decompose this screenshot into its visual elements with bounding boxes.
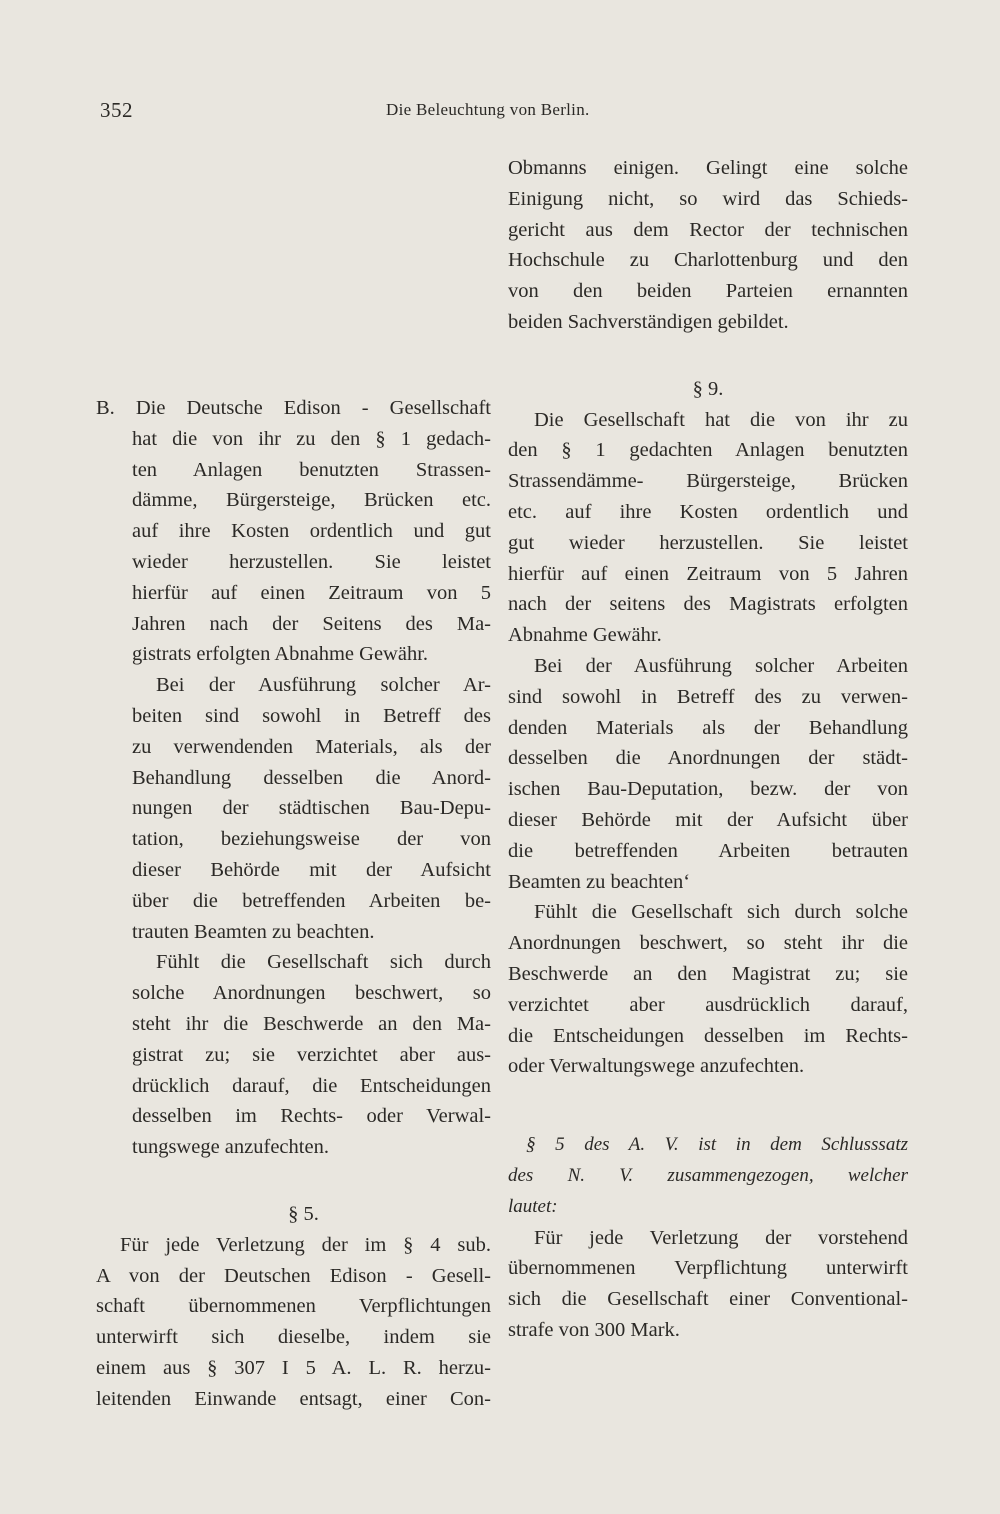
text-line: oder Verwaltungswege anzufechten. bbox=[508, 1055, 805, 1078]
section-9 bbox=[508, 374, 908, 1082]
editorial-note bbox=[508, 1130, 908, 1346]
running-header: Die Beleuchtung von Berlin. bbox=[386, 100, 590, 119]
text-line: sich die Gesellschaft einer Conventional- bbox=[508, 1288, 908, 1311]
italic-note-line: lautet: bbox=[508, 1195, 558, 1217]
text-line: Jahren nach der Seitens des Ma- bbox=[132, 612, 491, 635]
text-line: leitenden Einwande entsagt, einer Con- bbox=[96, 1387, 491, 1410]
text-line: dieser Behörde mit der Aufsicht bbox=[132, 858, 491, 881]
text-line: beiden Sachverständigen gebildet. bbox=[508, 310, 789, 333]
text-line: Abnahme Gewähr. bbox=[508, 624, 662, 647]
text-line: hierfür auf einen Zeitraum von 5 Jahren bbox=[508, 562, 908, 585]
text-line: verzichtet aber ausdrücklich darauf, bbox=[508, 993, 908, 1016]
text-line: trauten Beamten zu beachten. bbox=[132, 920, 375, 943]
paragraph-continued bbox=[508, 153, 908, 338]
text-line: steht ihr die Beschwerde an den Ma- bbox=[132, 1012, 491, 1035]
text-line: Fühlt die Gesellschaft sich durch bbox=[156, 951, 491, 974]
text-line: etc. auf ihre Kosten ordentlich und bbox=[508, 500, 908, 523]
text-line: Bei der Ausführung solcher Ar- bbox=[156, 674, 491, 697]
text-line: gistrats erfolgten Abnahme Gewähr. bbox=[132, 643, 429, 666]
text-line: schaft übernommenen Verpflichtungen bbox=[96, 1295, 491, 1318]
text-line: gut wieder herzustellen. Sie leistet bbox=[508, 531, 908, 554]
text-line: Für jede Verletzung der im § 4 sub. bbox=[120, 1233, 491, 1256]
italic-note-line: § 5 des A. V. ist in dem Schlusssatz bbox=[526, 1134, 908, 1156]
text-line: dämme, Bürgersteige, Brücken etc. bbox=[132, 489, 491, 512]
text-line: gistrat zu; sie verzichtet aber aus- bbox=[132, 1043, 491, 1066]
text-line: Einigung nicht, so wird das Schieds- bbox=[508, 187, 908, 210]
section-5 bbox=[96, 1199, 491, 1415]
text-line: solche Anordnungen beschwert, so bbox=[132, 982, 491, 1005]
italic-note-line: des N. V. zusammengezogen, welcher bbox=[508, 1164, 908, 1186]
text-line: denden Materials als der Behandlung bbox=[508, 716, 908, 739]
text-line: Fühlt die Gesellschaft sich durch solche bbox=[534, 901, 908, 924]
text-line: Bei der Ausführung solcher Arbeiten bbox=[534, 654, 908, 677]
text-line: Beschwerde an den Magistrat zu; sie bbox=[508, 962, 908, 985]
text-line: nungen der städtischen Bau-Depu- bbox=[132, 797, 491, 820]
text-line: beiten sind sowohl in Betreff des bbox=[132, 704, 491, 727]
right-column bbox=[508, 153, 908, 1346]
text-line: von den beiden Parteien ernannten bbox=[508, 280, 908, 303]
text-line: den § 1 gedachten Anlagen benutzten bbox=[508, 439, 908, 462]
text-line: über die betreffenden Arbeiten be- bbox=[132, 889, 491, 912]
text-line: Strassendämme- Bürgersteige, Brücken bbox=[508, 470, 908, 493]
text-line: hat die von ihr zu den § 1 gedach- bbox=[132, 427, 491, 450]
text-line: desselben im Rechts- oder Verwal- bbox=[132, 1105, 491, 1128]
text-line: ischen Bau-Deputation, bezw. der von bbox=[508, 778, 908, 801]
text-line: dieser Behörde mit der Aufsicht über bbox=[508, 808, 908, 831]
text-line: auf ihre Kosten ordentlich und gut bbox=[132, 520, 491, 543]
page-number: 352 bbox=[100, 98, 133, 122]
text-line: sind sowohl in Betreff des zu verwen- bbox=[508, 685, 908, 708]
text-line: einem aus § 307 I 5 A. L. R. herzu- bbox=[96, 1356, 491, 1379]
text-line: B. Die Deutsche Edison - Gesellschaft bbox=[96, 397, 491, 419]
text-line: Beamten zu beachten‘ bbox=[508, 870, 691, 893]
text-line: A von der Deutschen Edison - Gesell- bbox=[96, 1264, 491, 1287]
text-line: zu verwendenden Materials, als der bbox=[132, 735, 491, 758]
text-line: hierfür auf einen Zeitraum von 5 bbox=[132, 581, 491, 604]
text-line: ten Anlagen benutzten Strassen- bbox=[132, 458, 491, 481]
text-line: drücklich darauf, die Entscheidungen bbox=[132, 1074, 491, 1097]
text-line: desselben die Anordnungen der städt- bbox=[508, 747, 908, 770]
paragraph-b bbox=[96, 393, 491, 1163]
text-line: Behandlung desselben die Anord- bbox=[132, 766, 491, 789]
text-line: die betreffenden Arbeiten betrauten bbox=[508, 839, 908, 862]
text-line: Obmanns einigen. Gelingt eine solche bbox=[508, 157, 908, 179]
text-line: tation, beziehungsweise der von bbox=[132, 828, 491, 851]
text-line: gericht aus dem Rector der technischen bbox=[508, 218, 908, 241]
section-heading: § 9. bbox=[692, 377, 724, 400]
text-line: strafe von 300 Mark. bbox=[508, 1318, 680, 1341]
text-line: Für jede Verletzung der vorstehend bbox=[534, 1226, 908, 1249]
text-line: Die Gesellschaft hat die von ihr zu bbox=[534, 408, 908, 431]
text-line: wieder herzustellen. Sie leistet bbox=[132, 550, 491, 573]
text-line: Anordnungen beschwert, so steht ihr die bbox=[508, 932, 908, 955]
text-line: Hochschule zu Charlottenburg und den bbox=[508, 249, 908, 272]
section-heading: § 5. bbox=[288, 1202, 319, 1225]
text-line: die Entscheidungen desselben im Rechts- bbox=[508, 1024, 908, 1047]
text-line: übernommenen Verpflichtung unterwirft bbox=[508, 1257, 908, 1280]
text-line: tungswege anzufechten. bbox=[132, 1136, 329, 1159]
text-line: nach der seitens des Magistrats erfolgten bbox=[508, 593, 908, 616]
text-line: unterwirft sich dieselbe, indem sie bbox=[96, 1326, 491, 1349]
left-column bbox=[96, 393, 491, 1415]
